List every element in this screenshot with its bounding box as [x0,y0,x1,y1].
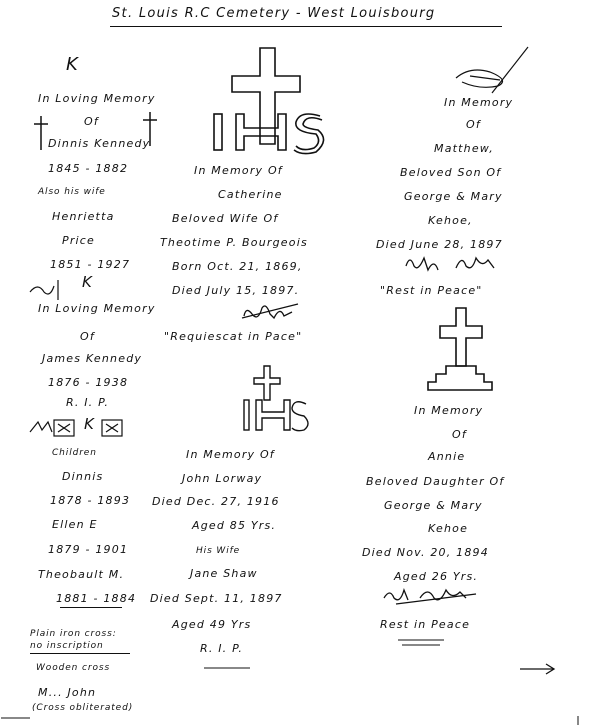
jane-shaw-name: Jane Shaw [190,567,258,580]
name-james-kennedy: James Kennedy [42,352,143,365]
matthew-name: Matthew, [434,142,494,155]
catherine-signature-icon [242,304,298,318]
matthew-signature-icon [406,258,494,270]
wife-dates: 1851 - 1927 [50,258,131,271]
child-ellen: Ellen E [52,518,98,531]
small-cross-left-icon [34,116,48,150]
page-title: St. Louis R.C Cemetery - West Louisbourg [112,6,436,21]
child-dinnis: Dinnis [62,470,104,483]
k-third: K [84,415,96,433]
left-scribble-icon [30,280,58,300]
name-dinnis-kennedy: Dinnis Kennedy [48,137,151,150]
child-dates-underline [60,607,122,608]
requiescat-in-pace: "Requiescat in Pace" [164,330,303,343]
matthew-died: Died June 28, 1897 [376,238,503,251]
center-small-cross-icon [254,366,280,400]
beloved-wife-of: Beloved Wife Of [172,212,279,225]
note-underline [30,653,130,654]
annie-aged: Aged 26 Yrs. [394,570,479,583]
annie-of: Of [452,428,467,441]
lorway-died: Died Dec. 27, 1916 [152,495,280,508]
of-label: Of [84,115,99,128]
crossed-out-mark-icon [456,47,528,93]
ihs-monogram-icon [214,114,324,154]
annie-parents: George & Mary [384,499,483,512]
beloved-daughter-of: Beloved Daughter Of [366,475,505,488]
matthew-in-memory: In Memory [444,96,514,109]
wife-last-name: Price [62,234,96,247]
husband-name: Theotime P. Bourgeois [160,236,308,249]
child-ellen-dates: 1879 - 1901 [48,543,129,556]
matthew-parents: George & Mary [404,190,503,203]
of-label-2: Of [80,330,95,343]
child-theobault: Theobault M. [38,568,125,581]
lorway-name: John Lorway [182,472,263,485]
ihs-monogram-small-icon [244,400,308,431]
left-ornament-icon [30,415,122,436]
catherine-name: Catherine [218,188,283,201]
also-his-wife: Also his wife [38,187,106,197]
annie-died: Died Nov. 20, 1894 [362,546,489,559]
note-wooden-cross: Wooden cross [36,663,111,673]
note-m-john: M... John [38,686,97,699]
annie-name: Annie [428,450,466,463]
in-loving-memory: In Loving Memory [38,92,156,105]
catherine-born: Born Oct. 21, 1869, [172,260,303,273]
dates-james: 1876 - 1938 [48,376,129,389]
child-dinnis-dates: 1878 - 1893 [50,494,131,507]
rip-left: R. I. P. [66,396,110,409]
note-cross-obliterated: (Cross obliterated) [32,703,134,713]
children-heading: Children [52,448,97,458]
annie-signature-icon [384,590,476,604]
child-theobault-dates: 1881 - 1884 [56,592,137,605]
catherine-died: Died July 15, 1897. [172,284,300,297]
rest-in-peace: Rest in Peace [380,618,471,631]
lorway-his-wife: His Wife [196,546,241,556]
lorway-in-memory-of: In Memory Of [186,448,275,461]
arrow-label [498,661,500,674]
center-cross-icon [232,48,300,144]
k-second: K [82,273,94,291]
catherine-in-memory-of: In Memory Of [194,164,283,177]
rip-center: R. I. P. [200,642,244,655]
lorway-aged: Aged 85 Yrs. [192,519,277,532]
arrow-right-icon [520,664,554,674]
matthew-of: Of [466,118,481,131]
annie-in-memory: In Memory [414,404,484,417]
dates-dinnis: 1845 - 1882 [48,162,129,175]
k-initial: K [66,54,80,75]
note-no-inscription: no inscription [30,641,104,651]
wife-first-name: Henrietta [52,210,115,223]
rest-in-peace-quoted: "Rest in Peace" [380,284,483,297]
in-loving-memory-2: In Loving Memory [38,302,156,315]
jane-shaw-aged: Aged 49 Yrs [172,618,252,631]
annie-surname: Kehoe [428,522,469,535]
matthew-surname: Kehoe, [428,214,473,227]
note-plain-iron-cross: Plain iron cross: [30,629,117,639]
stepped-cross-icon [428,308,492,390]
jane-shaw-died: Died Sept. 11, 1897 [150,592,283,605]
beloved-son-of: Beloved Son Of [400,166,502,179]
